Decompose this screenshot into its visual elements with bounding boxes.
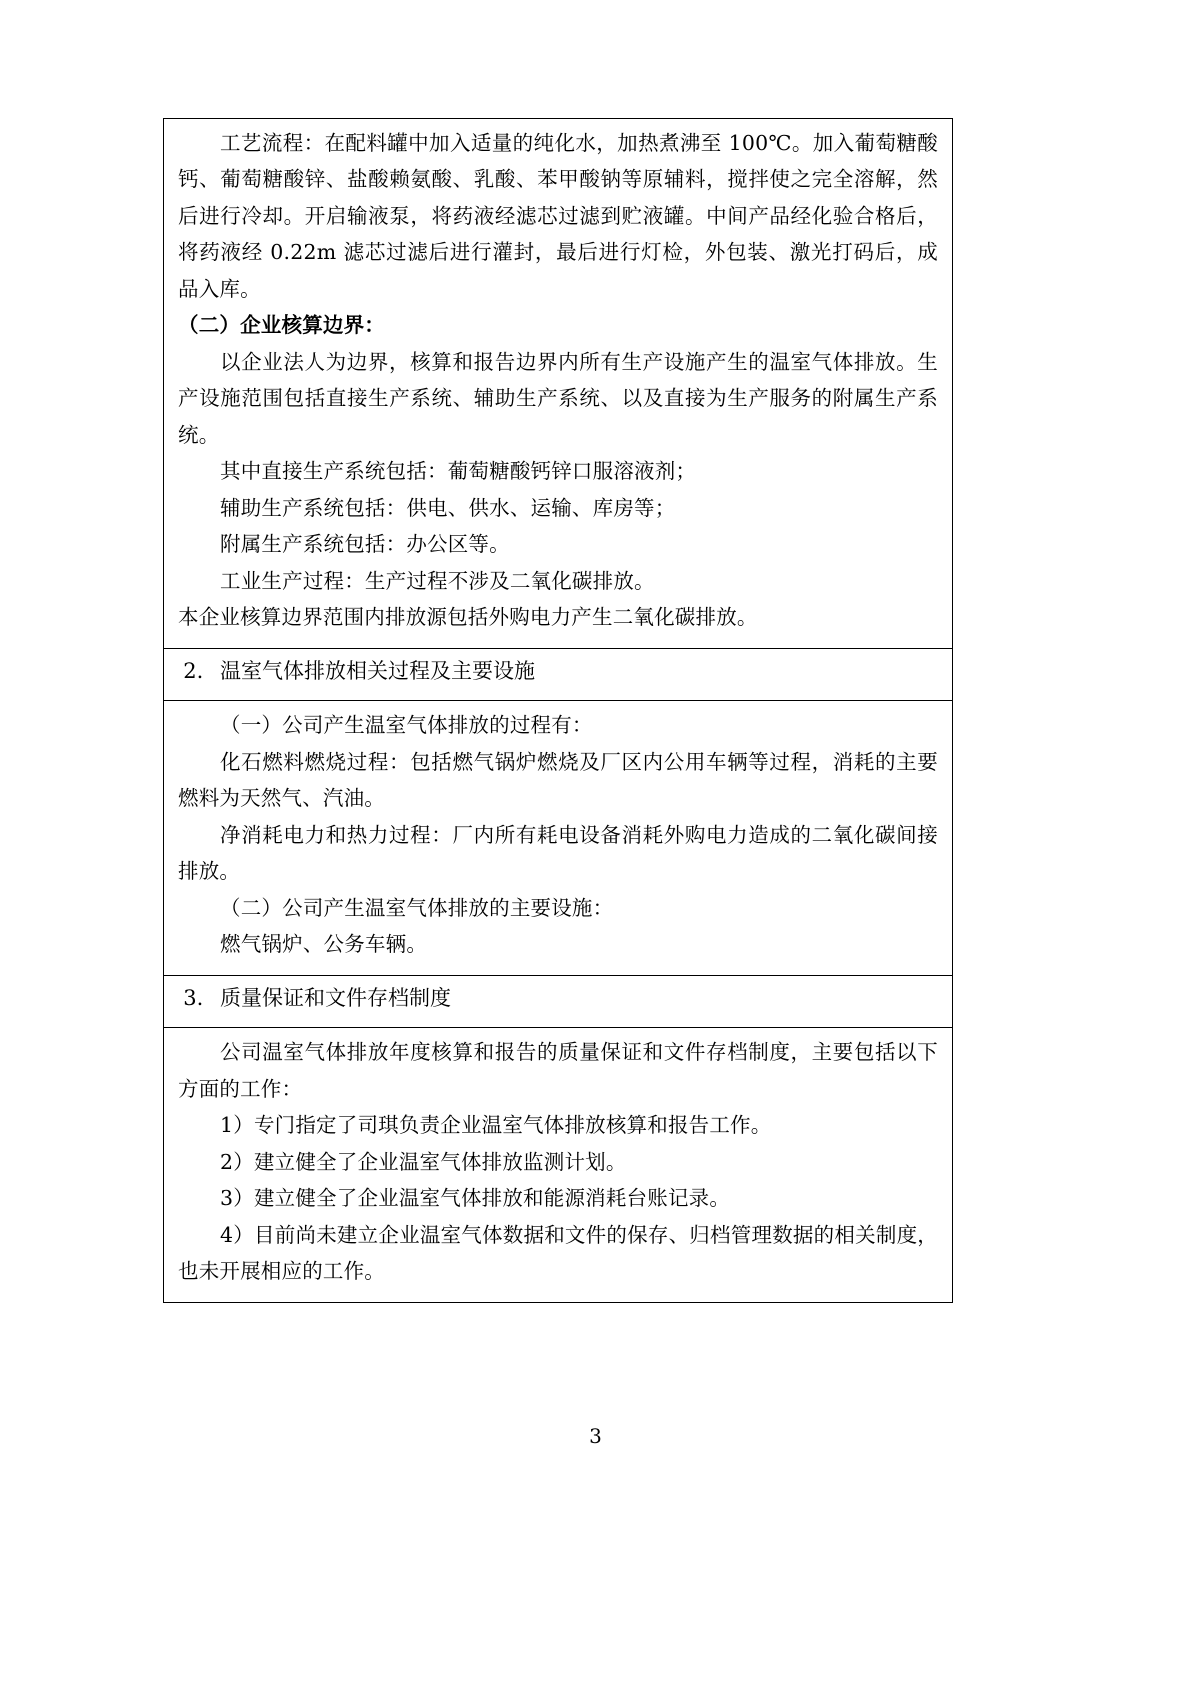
paragraph-emission-processes-heading: （一）公司产生温室气体排放的过程有：: [220, 713, 593, 738]
section-2-heading: [178, 655, 938, 689]
paragraph-fossil-fuel-combustion: 化石燃料燃烧过程：包括燃气锅炉燃烧及厂区内公用车辆等过程，消耗的主要燃料为天然气、汽油。: [178, 749, 938, 811]
paragraph-auxiliary-system: 辅助生产系统包括：供电、供水、运输、库房等；: [220, 495, 676, 520]
section-3-title: 质量保证和文件存档制度: [220, 985, 451, 1010]
table-row: [164, 119, 953, 649]
table-row: [164, 648, 953, 701]
section-2-title: 温室气体排放相关过程及主要设施: [220, 658, 535, 683]
section-process-boundary-cell: [164, 119, 953, 649]
table-row: [164, 701, 953, 975]
page-number: 3: [589, 1424, 602, 1448]
report-content-table: [163, 118, 953, 1303]
paragraph-boundary-summary: 本企业核算边界范围内排放源包括外购电力产生二氧化碳排放。: [178, 605, 758, 630]
paragraph-qa-item-3: 3）建立健全了企业温室气体排放和能源消耗台账记录。: [220, 1186, 731, 1211]
paragraph-main-facilities-heading: （二）公司产生温室气体排放的主要设施：: [220, 895, 614, 920]
table-row: [164, 1028, 953, 1302]
section-2-body-cell: [164, 701, 953, 975]
paragraph-attached-system: 附属生产系统包括：办公区等。: [220, 532, 510, 557]
paragraph-qa-intro: 公司温室气体排放年度核算和报告的质量保证和文件存档制度，主要包括以下方面的工作：: [178, 1040, 938, 1101]
paragraph-direct-system: 其中直接生产系统包括：葡萄糖酸钙锌口服溶液剂；: [220, 459, 697, 484]
paragraph-main-facilities-list: 燃气锅炉、公务车辆。: [220, 932, 428, 957]
paragraph-qa-item-4: 4）目前尚未建立企业温室气体数据和文件的保存、归档管理数据的相关制度，也未开展相应的工作。: [178, 1222, 938, 1284]
section-3-number: 3.: [183, 985, 204, 1010]
paragraph-qa-item-1: 1）专门指定了司琪负责企业温室气体排放核算和报告工作。: [220, 1113, 772, 1138]
paragraph-qa-item-2: 2）建立健全了企业温室气体排放监测计划。: [220, 1149, 627, 1174]
paragraph-industrial-process: 工业生产过程：生产过程不涉及二氧化碳排放。: [220, 568, 655, 593]
section-3-heading-cell: [164, 975, 953, 1028]
section-2-number: 2.: [183, 658, 204, 683]
paragraph-net-electricity-heat: 净消耗电力和热力过程：厂内所有耗电设备消耗外购电力造成的二氧化碳间接排放。: [178, 822, 938, 884]
section-2-heading-cell: [164, 648, 953, 701]
paragraph-boundary-desc: 以企业法人为边界，核算和报告边界内所有生产设施产生的温室气体排放。生产设施范围包括直接生产系统、辅助生产系统、以及直接为生产服务的附属生产系统。: [178, 349, 938, 447]
section-3-heading: [178, 982, 938, 1016]
paragraph-process-flow: 工艺流程：在配料罐中加入适量的纯化水，加热煮沸至 100℃。加入葡萄糖酸钙、葡萄糖酸锌、盐酸赖氨酸、乳酸、苯甲酸钠等原辅料，搅拌使之完全溶解，然后进行冷却。开启输液泵，将药液经滤芯过滤到贮液罐。中间产品经化验合格后，将药液经 0.22m 滤芯过滤后进行灌封，最后进行灯检，外包装、激光打码后，成品入库。: [178, 131, 938, 301]
section-3-body-cell: [164, 1028, 953, 1302]
table-row: [164, 975, 953, 1028]
paragraph-boundary-heading: （二）企业核算边界：: [178, 313, 385, 338]
